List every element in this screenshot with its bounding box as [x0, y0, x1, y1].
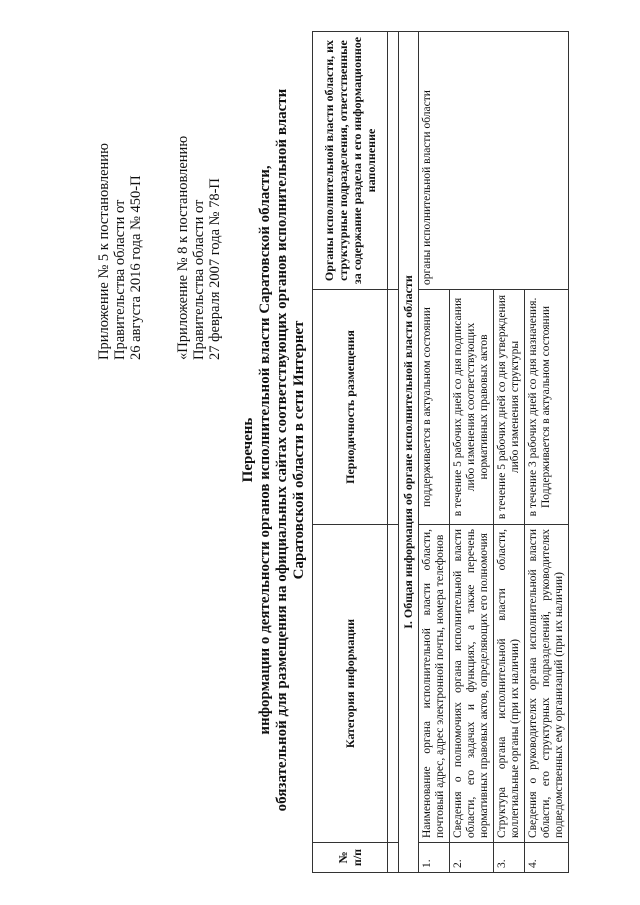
- row-period: в течение 5 рабочих дней со дня подписания либо изменения соответствующих нормативных правовых актов: [450, 290, 494, 525]
- table-header-row: [313, 32, 388, 873]
- row-number: 4.: [525, 843, 569, 873]
- table-row: [419, 32, 450, 873]
- row-number: 1.: [419, 843, 450, 873]
- row-number: 3.: [494, 843, 525, 873]
- row-number: 2.: [450, 843, 494, 873]
- appendix-line: «Приложение № 8 к постановлению: [175, 135, 191, 360]
- appendix-line: 27 февраля 2007 года № 78-П: [207, 178, 223, 360]
- header-period: Периодичность размещения: [313, 290, 388, 525]
- header-responsible: Органы исполнительной власти области, их структурные подразделения, ответственные за содержание раздела и его информационное наполнение: [313, 32, 388, 290]
- appendix-original-reference: [175, 136, 223, 360]
- column-number-row: [388, 32, 399, 873]
- row-category: Наименование органа исполнительной власти области, почтовый адрес, адрес электронной почты, номера телефонов: [419, 525, 450, 843]
- section-row: [399, 32, 419, 873]
- row-responsible: органы исполнительной власти области: [419, 32, 569, 290]
- section-title: I. Общая информация об органе исполнительной власти области: [399, 32, 419, 873]
- appendix-line: 26 августа 2016 года № 450-П: [128, 175, 144, 360]
- header-number: № п/п: [313, 843, 388, 873]
- appendix-line: Правительства области от: [112, 199, 128, 360]
- appendix-current-reference: [96, 143, 144, 360]
- appendix-line: Правительства области от: [191, 199, 207, 360]
- title-line: информации о деятельности органов исполнительной власти Саратовской области,: [257, 165, 273, 735]
- title-line: Саратовской области в сети Интернет: [291, 320, 307, 580]
- row-category: Структура органа исполнительной власти области, коллегиальные органы (при их наличии): [494, 525, 525, 843]
- appendix-line: Приложение № 5 к постановлению: [96, 143, 112, 360]
- row-period: поддерживается в актуальном состоянии: [419, 290, 450, 525]
- title-line: обязательной для размещения на официальных сайтах соответствующих органов исполнительной власти: [274, 88, 290, 812]
- row-period: в течение 5 рабочих дней со дня утверждения либо изменения структуры: [494, 290, 525, 525]
- information-table: [312, 31, 569, 873]
- document-title: [240, 35, 308, 865]
- row-category: Сведения о руководителях органа исполнительной власти области, его структурных подразделений, руководителях подведомственных ему организаций (при их наличии): [525, 525, 569, 843]
- row-category: Сведения о полномочиях органа исполнительной власти области, его задачах и функциях, а также перечень нормативных правовых актов, определяющих его полномочия: [450, 525, 494, 843]
- title-heading: Перечень: [240, 417, 256, 483]
- row-period: в течение 3 рабочих дней со дня назначения. Поддерживается в актуальном состоянии: [525, 290, 569, 525]
- header-category: Категория информации: [313, 525, 388, 843]
